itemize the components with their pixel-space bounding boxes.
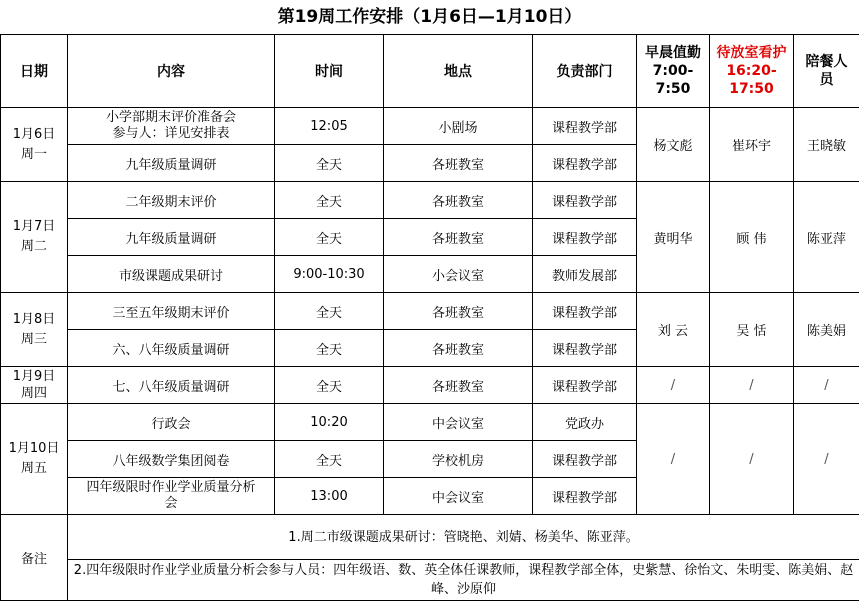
- content-cell: 行政会: [68, 404, 275, 441]
- dept-cell: 课程教学部: [533, 108, 637, 145]
- date-cell: [1, 108, 68, 182]
- waiting-room-cell: 顾 伟: [710, 182, 794, 293]
- place-cell: 各班教室: [384, 182, 533, 219]
- notes-label: 备注: [1, 515, 68, 601]
- time-cell: 全天: [275, 182, 384, 219]
- content-line: 会: [164, 496, 178, 511]
- header-place: 地点: [384, 35, 533, 108]
- morning-duty-cell: 黄明华: [637, 182, 710, 293]
- header-meal-line1: 陪餐人: [805, 54, 848, 70]
- morning-duty-cell: /: [637, 367, 710, 404]
- place-cell: 中会议室: [384, 404, 533, 441]
- content-cell: 三至五年级期末评价: [68, 293, 275, 330]
- content-cell: 八年级数学集团阅卷: [68, 441, 275, 478]
- morning-duty-cell: 刘 云: [637, 293, 710, 367]
- dept-cell: 课程教学部: [533, 478, 637, 515]
- notes-row: [1, 560, 859, 601]
- dept-cell: 教师发展部: [533, 256, 637, 293]
- weekday-label: 周三: [20, 331, 47, 347]
- dept-cell: 课程教学部: [533, 441, 637, 478]
- dept-cell: 课程教学部: [533, 145, 637, 182]
- date-label: 1月8日: [12, 311, 56, 327]
- time-cell: 全天: [275, 145, 384, 182]
- meal-companion-cell: /: [794, 367, 859, 404]
- waiting-room-cell: /: [710, 404, 794, 515]
- meal-companion-cell: 陈美娟: [794, 293, 859, 367]
- date-cell: [1, 182, 68, 293]
- content-line: 小学部期末评价准备会: [105, 110, 236, 125]
- morning-duty-cell: /: [637, 404, 710, 515]
- time-cell: 全天: [275, 330, 384, 367]
- notes-row: [1, 515, 859, 560]
- time-cell: 全天: [275, 219, 384, 256]
- dept-cell: 党政办: [533, 404, 637, 441]
- schedule-table: [0, 34, 859, 601]
- time-cell: 9:00-10:30: [275, 256, 384, 293]
- place-cell: 中会议室: [384, 478, 533, 515]
- time-cell: 10:20: [275, 404, 384, 441]
- date-cell: [1, 404, 68, 515]
- waiting-room-cell: 崔环宇: [710, 108, 794, 182]
- table-row: [1, 182, 859, 219]
- content-cell: [68, 478, 275, 515]
- dept-cell: 课程教学部: [533, 293, 637, 330]
- weekday-label: 周一: [20, 146, 47, 162]
- date-cell: [1, 367, 68, 404]
- table-row: [1, 293, 859, 330]
- header-meal-line2: 员: [819, 72, 834, 88]
- header-morning-duty-hours: 7:00-7:50: [652, 63, 694, 97]
- weekday-label: 周四: [20, 386, 47, 401]
- place-cell: 各班教室: [384, 293, 533, 330]
- header-date: 日期: [1, 35, 68, 108]
- date-label: 1月9日: [12, 369, 56, 384]
- waiting-room-cell: /: [710, 367, 794, 404]
- meal-companion-cell: 陈亚萍: [794, 182, 859, 293]
- place-cell: 各班教室: [384, 330, 533, 367]
- table-row: [1, 404, 859, 441]
- header-morning-duty-label: 早晨值勤: [645, 45, 701, 61]
- meal-companion-cell: 王晓敏: [794, 108, 859, 182]
- dept-cell: 课程教学部: [533, 367, 637, 404]
- header-dept: 负责部门: [533, 35, 637, 108]
- time-cell: 全天: [275, 441, 384, 478]
- place-cell: 各班教室: [384, 145, 533, 182]
- content-cell: 二年级期末评价: [68, 182, 275, 219]
- time-cell: 全天: [275, 293, 384, 330]
- weekday-label: 周五: [20, 461, 47, 476]
- content-cell: 七、八年级质量调研: [68, 367, 275, 404]
- dept-cell: 课程教学部: [533, 182, 637, 219]
- weekday-label: 周二: [20, 239, 47, 254]
- time-cell: 13:00: [275, 478, 384, 515]
- content-cell: [68, 108, 275, 145]
- header-content: 内容: [68, 35, 275, 108]
- table-row: [1, 367, 859, 404]
- dept-cell: 课程教学部: [533, 219, 637, 256]
- date-label: 1月7日: [12, 219, 56, 234]
- page-title: 第19周工作安排（1月6日—1月10日）: [277, 7, 582, 27]
- place-cell: 学校机房: [384, 441, 533, 478]
- dept-cell: 课程教学部: [533, 330, 637, 367]
- header-time: 时间: [275, 35, 384, 108]
- content-line: 四年级限时作业学业质量分析: [86, 480, 256, 495]
- header-row: [1, 35, 859, 108]
- header-meal-companion: [794, 35, 859, 108]
- date-label: 1月6日: [12, 126, 56, 142]
- header-waiting-room: [710, 35, 794, 108]
- header-waiting-room-label: 待放室看护: [716, 45, 787, 61]
- date-label: 1月10日: [8, 441, 60, 456]
- place-cell: 各班教室: [384, 219, 533, 256]
- time-cell: 12:05: [275, 108, 384, 145]
- content-cell: 市级课题成果研讨: [68, 256, 275, 293]
- header-waiting-room-hours: 16:20-17:50: [726, 63, 777, 97]
- place-cell: 小剧场: [384, 108, 533, 145]
- content-cell: 六、八年级质量调研: [68, 330, 275, 367]
- note-item: 2.四年级限时作业学业质量分析会参与人员：四年级语、数、英全体任课教师，课程教学部全体，史紫慧、徐怡文、朱明雯、陈美娟、赵峰、沙原仰: [68, 560, 859, 601]
- place-cell: 小会议室: [384, 256, 533, 293]
- date-cell: [1, 293, 68, 367]
- header-morning-duty: [637, 35, 710, 108]
- content-line: 参与人：详见安排表: [112, 126, 230, 141]
- note-item: 1.周二市级课题成果研讨：管晓艳、刘婧、杨美华、陈亚萍。: [68, 515, 859, 560]
- morning-duty-cell: 杨文彪: [637, 108, 710, 182]
- meal-companion-cell: /: [794, 404, 859, 515]
- table-row: [1, 108, 859, 145]
- time-cell: 全天: [275, 367, 384, 404]
- content-cell: 九年级质量调研: [68, 219, 275, 256]
- content-cell: 九年级质量调研: [68, 145, 275, 182]
- waiting-room-cell: 吴 恬: [710, 293, 794, 367]
- place-cell: 各班教室: [384, 367, 533, 404]
